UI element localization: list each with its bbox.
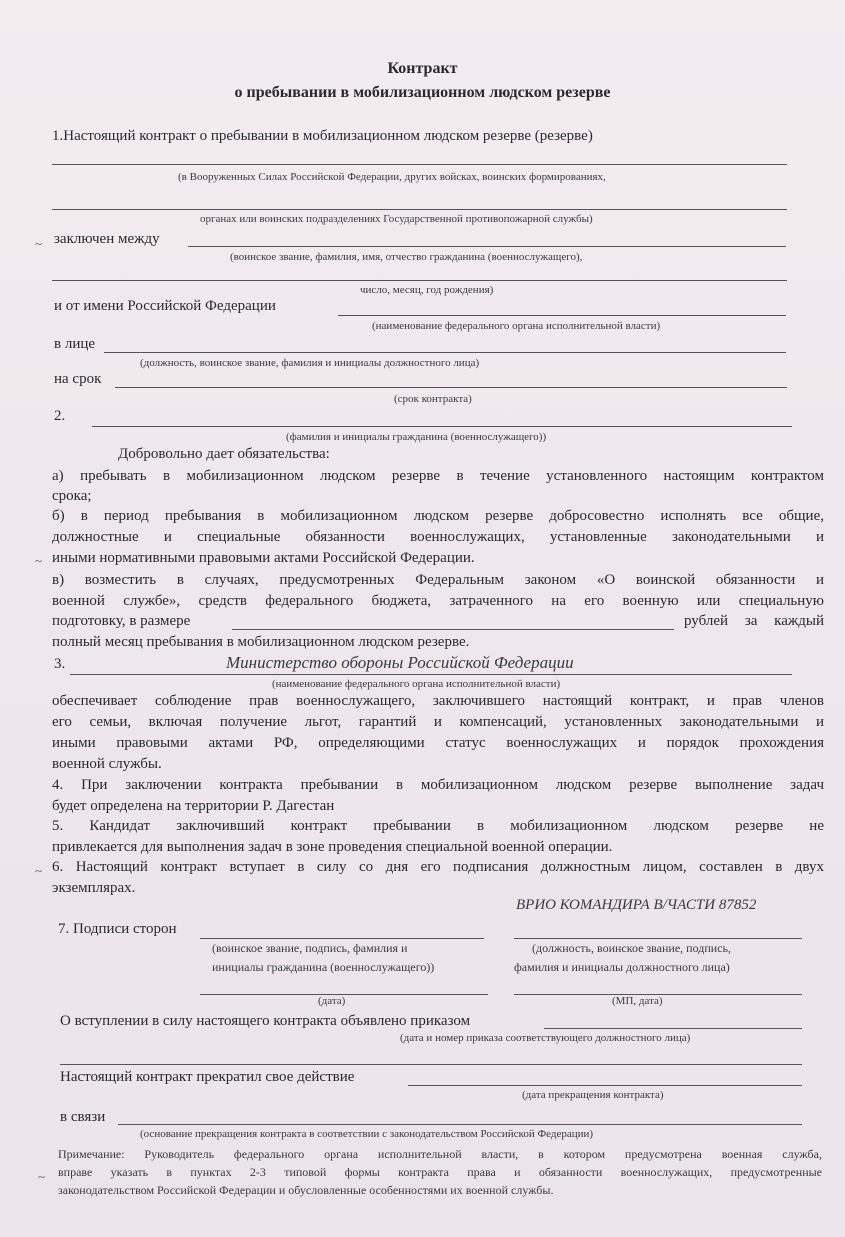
clause-4-line-1: 4. При заключении контракта пребывании в мобилизационном людском резерве выполнение задач [52, 777, 824, 793]
fill-line-term-date [408, 1085, 802, 1086]
hint-forces-1: (в Вооруженных Силах Российской Федерации, других войсках, воинских формированиях, [178, 171, 606, 183]
title-line-2: о пребывании в мобилизационном людском резерве [234, 84, 611, 101]
clause-3-line-4: военной службы. [52, 756, 162, 772]
hint-order: (дата и номер приказа соответствующего должностного лица) [400, 1032, 691, 1044]
order-label: О вступлении в силу настоящего контракта объявлено приказом [60, 1013, 471, 1029]
fill-line-citizen-1 [188, 246, 786, 247]
fill-line-order [544, 1028, 802, 1029]
hint-citizen-name: (фамилия и инициалы гражданина (военнослужащего)) [286, 431, 547, 443]
hint-forces-2: органах или воинских подразделениях Государственной противопожарной службы) [200, 213, 593, 225]
hint-sig-right-1: (должность, воинское звание, подпись, [532, 941, 732, 955]
obligation-a-line-2: срока; [52, 488, 92, 504]
clause-5-line-2: привлекается для выполнения задач в зоне проведения специальной военной операции. [52, 839, 613, 855]
note-line-3: законодательством Российской Федерации и обусловленные особенностями их военной службы. [58, 1183, 554, 1197]
hint-citizen-2: число, месяц, год рождения) [360, 284, 494, 296]
fill-line-reason [118, 1124, 802, 1125]
fill-line-citizen-2 [52, 280, 787, 281]
in-connection-label: в связи [60, 1109, 106, 1125]
fill-line-amount [232, 629, 674, 630]
clause-6-line-1: 6. Настоящий контракт вступает в силу со дня его подписания должностным лицом, составлен в двух [52, 859, 824, 875]
clause-1-text: 1.Настоящий контракт о пребывании в мобилизационном людском резерве (резерве) [52, 128, 593, 144]
obligation-b-line-1: б) в период пребывания в мобилизационном людском резерве добросовестно исполнять все общие, [52, 508, 824, 524]
clause-5-line-1: 5. Кандидат заключивший контракт пребывании в мобилизационном людском резерве не [52, 818, 824, 834]
fill-line-sig-citizen [200, 938, 484, 939]
clause-2-number: 2. [54, 408, 66, 424]
note-line-2: вправе указать в пунктах 2-3 типовой формы контракта права и обязанности военнослужащих, предусмотренные [58, 1165, 822, 1179]
margin-mark-3: ~ [35, 863, 43, 878]
obligation-a-line-1: а) пребывать в мобилизационном людском резерве в течение установленного настоящим контрактом [52, 468, 824, 484]
fill-line-term [115, 387, 787, 388]
concluded-between-label: заключен между [54, 231, 160, 247]
signatures-label: 7. Подписи сторон [58, 921, 177, 937]
margin-mark-4: ~ [38, 1169, 46, 1184]
clause-3-line-1: обеспечивает соблюдение прав военнослужащего, заключившего настоящий контракт, и прав членов [52, 693, 824, 709]
margin-mark-2: ~ [35, 553, 43, 568]
fill-line-forces-2 [52, 209, 787, 210]
obligation-b-line-2: должностные и специальные обязанности военнослужащих, установленные законодательными и [52, 529, 824, 545]
margin-mark-1: ~ [35, 236, 43, 251]
clause-4-line-2: будет определена на территории Р. Дагестан [52, 798, 335, 814]
hint-sig-left-1: (воинское звание, подпись, фамилия и [212, 941, 408, 955]
hint-term: (срок контракта) [394, 393, 472, 405]
obligation-v-line-1: в) возместить в случаях, предусмотренных Федеральным законом «О воинской обязанности и [52, 572, 824, 588]
in-person-label: в лице [54, 336, 96, 352]
obligation-v-line-3a: подготовку, в размере [52, 613, 191, 629]
handwritten-ministry: Министерство обороны Российской Федерации [226, 653, 574, 672]
hint-reason: (основание прекращения контракта в соответствии с законодательством Российской Федерации) [140, 1128, 594, 1140]
hint-term-date: (дата прекращения контракта) [522, 1089, 664, 1101]
fill-line-sig-official [514, 938, 802, 939]
date-label: (дата) [318, 995, 346, 1007]
obligation-b-line-3: иными нормативными правовыми актами Российской Федерации. [52, 550, 475, 566]
hint-sig-right-2: фамилия и инициалы должностного лица) [514, 960, 730, 974]
hint-organ: (наименование федерального органа исполнительной власти) [372, 320, 661, 332]
on-behalf-label: и от имени Российской Федерации [54, 298, 276, 314]
clause-6-line-2: экземплярах. [52, 880, 136, 896]
note-line-1: Примечание: Руководитель федерального органа исполнительной власти, в котором предусмотрена военная служба, [58, 1147, 822, 1161]
fill-line-forces-1 [52, 164, 787, 165]
fill-line-organ [338, 315, 786, 316]
title-line-1: Контракт [387, 60, 458, 77]
fill-line-order-2 [60, 1064, 802, 1065]
obligation-v-line-2: военной службе», средств федерального бюджета, затраченного на его военную или специальную [52, 593, 824, 609]
term-label: на срок [54, 371, 102, 387]
obligation-v-line-4: полный месяц пребывания в мобилизационном людском резерве. [52, 634, 470, 650]
terminated-label: Настоящий контракт прекратил свое действие [60, 1069, 355, 1085]
handwritten-commander: ВРИО КОМАНДИРА В/ЧАСТИ 87852 [516, 897, 757, 913]
fill-line-citizen-name [92, 426, 792, 427]
obligation-v-line-3b: рублей за каждый [684, 613, 824, 629]
clause-3-line-3: иными правовыми актами РФ, определяющими статус военнослужащих и порядок прохождения [52, 735, 824, 751]
hint-sig-left-2: инициалы гражданина (военнослужащего)) [212, 960, 435, 974]
hint-official: (должность, воинское звание, фамилия и инициалы должностного лица) [140, 357, 480, 369]
fill-line-ministry [70, 674, 792, 675]
clause-3-number: 3. [54, 656, 66, 672]
fill-line-official [104, 352, 786, 353]
hint-citizen-1: (воинское звание, фамилия, имя, отчество гражданина (военнослужащего), [230, 251, 583, 263]
hint-organ-2: (наименование федерального органа исполнительной власти) [272, 678, 561, 690]
mp-date-label: (МП, дата) [612, 995, 663, 1007]
clause-3-line-2: его семьи, включая получение льгот, гарантий и компенсаций, установленных законодательными и [52, 714, 824, 730]
voluntary-text: Добровольно дает обязательства: [118, 446, 330, 462]
